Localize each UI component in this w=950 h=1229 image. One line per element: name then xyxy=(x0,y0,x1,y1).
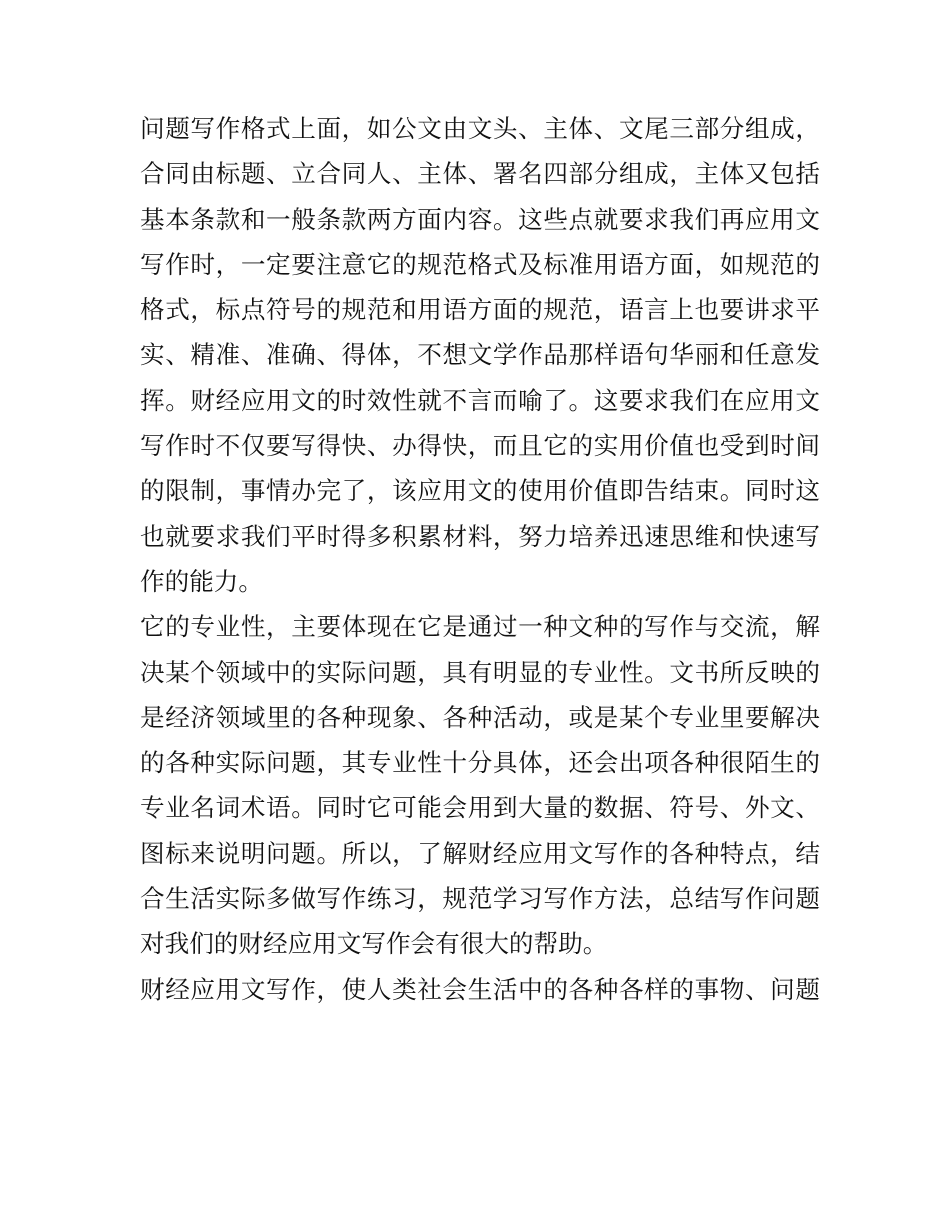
paragraph-2 xyxy=(140,604,820,966)
text-line: 写作时不仅要写得快、办得快，而且它的实用价值也受到时间 xyxy=(140,431,820,461)
text-line: 对我们的财经应用文写作会有很大的帮助。 xyxy=(140,929,608,959)
text-line: 的限制，事情办完了，该应用文的使用价值即告结束。同时这 xyxy=(140,476,820,506)
text-line: 写作时，一定要注意它的规范格式及标准用语方面，如规范的 xyxy=(140,249,820,279)
text-line: 格式，标点符号的规范和用语方面的规范，语言上也要讲求平 xyxy=(140,295,820,325)
text-line: 是经济领域里的各种现象、各种活动，或是某个专业里要解决 xyxy=(140,702,820,732)
body-text xyxy=(140,106,820,1012)
text-line: 挥。财经应用文的时效性就不言而喻了。这要求我们在应用文 xyxy=(140,385,820,415)
text-line: 专业名词术语。同时它可能会用到大量的数据、符号、外文、 xyxy=(140,793,820,823)
text-line: 基本条款和一般条款两方面内容。这些点就要求我们再应用文 xyxy=(140,204,820,234)
text-line: 也就要求我们平时得多积累材料，努力培养迅速思维和快速写 xyxy=(140,521,820,551)
text-line: 的各种实际问题，其专业性十分具体，还会出项各种很陌生的 xyxy=(140,748,820,778)
text-line: 财经应用文写作，使人类社会生活中的各种各样的事物、问题 xyxy=(140,974,820,1004)
paragraph-1 xyxy=(140,106,820,604)
text-line: 它的专业性，主要体现在它是通过一种文种的写作与交流，解 xyxy=(140,612,820,642)
paragraph-3 xyxy=(140,967,820,1012)
text-line: 决某个领域中的实际问题，具有明显的专业性。文书所反映的 xyxy=(140,657,820,687)
text-line: 问题写作格式上面，如公文由文头、主体、文尾三部分组成， xyxy=(140,114,820,143)
text-line: 合同由标题、立合同人、主体、署名四部分组成，主体又包括 xyxy=(140,159,820,189)
text-line: 作的能力。 xyxy=(140,566,263,596)
text-line: 图标来说明问题。所以，了解财经应用文写作的各种特点，结 xyxy=(140,838,820,868)
text-line: 合生活实际多做写作练习，规范学习写作方法，总结写作问题 xyxy=(140,884,820,914)
text-line: 实、精准、准确、得体，不想文学作品那样语句华丽和任意发 xyxy=(140,340,820,370)
